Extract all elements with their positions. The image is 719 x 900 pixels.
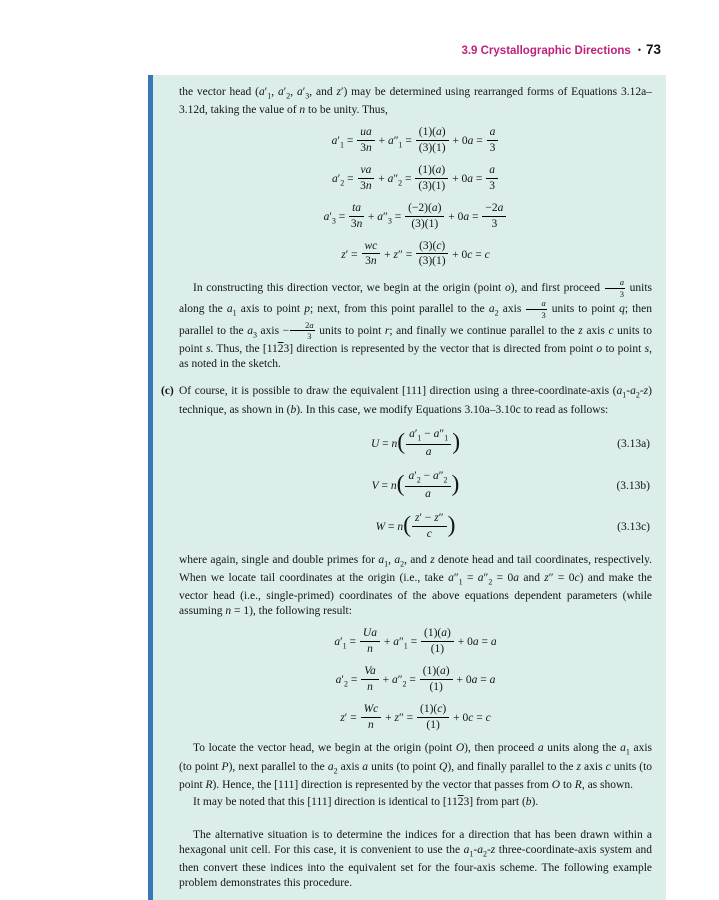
header-bullet: • — [637, 45, 641, 55]
paragraph-constructing-vector: In constructing this direction vector, we begin at the origin (point o), and first proceed $\frac{a}{3}$ units along the $a_1$ axis to point p; next, from this point parallel to the $a_2$ axis $\frac{a}{3}$ units to point q; then parallel to the $a_3$ axis − $\frac{2a}{3}$ units to point r; and finally we continue parallel to the z axis c units to point s. Thus, the [1123] direction is represented by the vector that is directed from point o to point s, as noted in the sketch. — [179, 277, 653, 371]
equation-block-3-12 — [179, 127, 652, 269]
paragraph-alternative-situation: The alternative situation is to determine the indices for a direction that has been drawn within a hexagonal unit cell. For this case, it is convenient to use the $a_1-a_2-z$ three-coordinate-axis system and then convert these indices into the equivalent set for the four-axis scheme. The following example problem demonstrates this procedure. — [179, 828, 653, 890]
equation-result-a2: $a'_2$ = $\frac{Va}{n}$ + $a''_2$ = $\frac{(1)(a)}{(1)}$ + 0a = a — [335, 664, 496, 693]
section-title: 3.9 Crystallographic Directions — [461, 45, 631, 57]
equation-result-z: z′ = $\frac{Wc}{n}$ + z″ = $\frac{(1)(c)}{(1)}$ + 0c = c — [340, 702, 491, 731]
equation-result-a1: $a'_1$ = $\frac{Ua}{n}$ + $a''_1$ = $\frac{(1)(a)}{(1)}$ + 0a = a — [334, 627, 497, 655]
equation-row-313b — [179, 471, 652, 502]
equation-block-result — [179, 628, 652, 732]
paragraph-locate-head: To locate the vector head, we begin at the origin (point O), then proceed a units along the $a_1$ axis (to point P), next parallel to the $a_2$ axis a units (to point Q), and finally parallel to the z axis c units (to point R). Hence, the [111] direction is represented by the vector that passes from O to R, as shown. — [179, 742, 653, 791]
page-number: 73 — [645, 42, 661, 57]
equation-313b-body: V = n( $\frac{a'_2 - a''_2}{a}$ ) — [371, 469, 460, 500]
equation-a1-prime: $a'_1$ = $\frac{ua}{3n}$ + $a''_1$ = $\frac{(1)(a)}{(3)(1)}$ + 0a = $\frac{a}{3}$ — [179, 127, 652, 156]
equation-row-313c — [179, 513, 652, 542]
running-header — [461, 42, 661, 57]
paragraph-note-identical: It may be noted that this [111] direction is identical to [1123] from part (b). — [193, 795, 539, 808]
paragraph-where-primes: where again, single and double primes for $a_1$, $a_2$, and z denote head and tail coordinates, respectively. When we locate tail coordinates at the origin (i.e., take $a''_1 = a''_2 = 0a$ and z″ = 0c) and make the vector head (i.e., single-primed) coordinates of the above equations dependent parameters (while assuming n = 1), the following result: — [179, 553, 652, 618]
equation-number-313b: (3.13b) — [616, 480, 650, 493]
equation-313c-body: W = n( $\frac{z' - z''}{c}$ ) — [375, 511, 456, 540]
part-c-label: (c) — [161, 385, 174, 398]
paragraph-intro: the vector head ($a'_1$, $a'_2$, $a'_3$, and z′) may be determined using rearranged forms of Equations 3.12a–3.12d, taking the value of n to be unity. Thus, — [179, 86, 653, 117]
equation-block-3-13 — [179, 429, 652, 542]
equation-a2-prime: $a'_2$ = $\frac{va}{3n}$ + $a''_2$ = $\frac{(1)(a)}{(3)(1)}$ + 0a = $\frac{a}{3}$ — [179, 165, 652, 194]
example-solution-box — [148, 75, 666, 900]
equation-z-prime: z′ = $\frac{wc}{3n}$ + z″ = $\frac{(3)(c)}{(3)(1)}$ + 0c = c — [341, 239, 490, 268]
equation-a3-prime: $a'_3$ = $\frac{ta}{3n}$ + $a''_3$ = $\frac{(-2)(a)}{(3)(1)}$ + 0a = $\frac{-2a}{3}$ — [179, 203, 652, 232]
equation-row-313a — [179, 429, 652, 460]
equation-number-313a: (3.13a) — [617, 438, 650, 451]
equation-313a-body: U = n( $\frac{a'_1 - a''_1}{a}$ ) — [370, 427, 461, 458]
part-c-item — [161, 384, 652, 417]
equation-number-313c: (3.13c) — [617, 521, 650, 534]
paragraph-part-c: Of course, it is possible to draw the equivalent [111] direction using a three-coordinate-axis $(a_1-a_2-z)$ technique, as shown in (b). In this case, we modify Equations 3.10a–3.10c to read as follows: — [179, 385, 652, 416]
